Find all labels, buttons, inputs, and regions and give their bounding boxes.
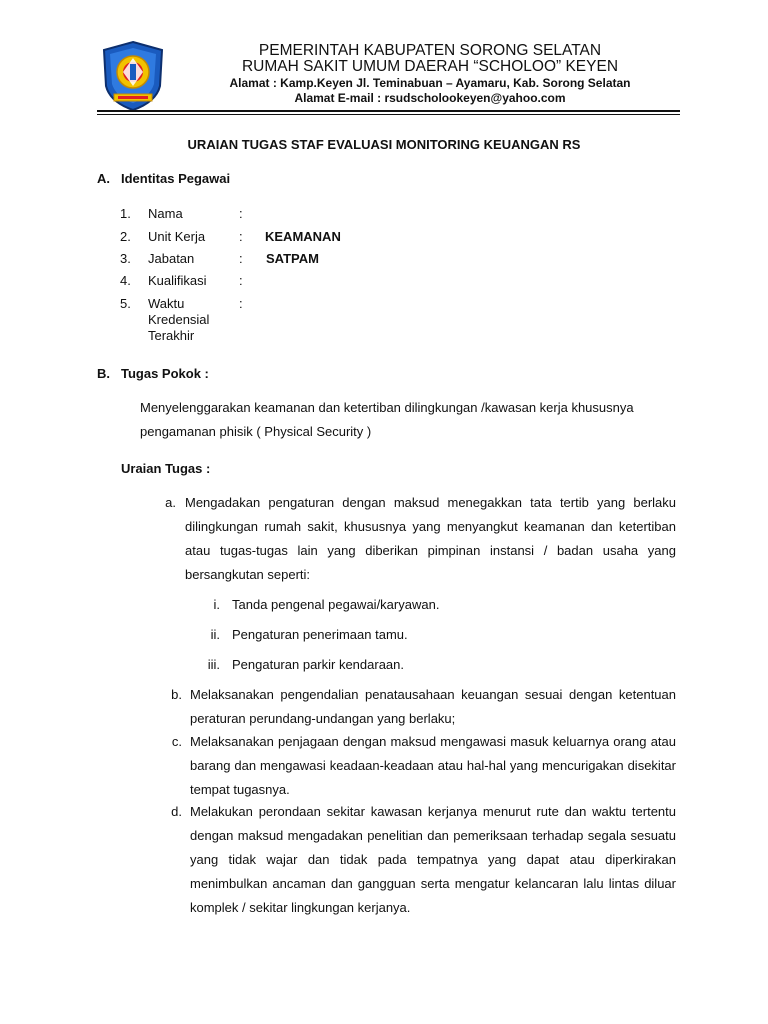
task-item-text: Melaksanakan penjagaan dengan maksud mengawasi masuk keluarnya orang atau barang dan mengawasi keadaan-keadaan atau hal-hal yang mencurigakan disekitar tempat tugasnya.: [190, 734, 676, 797]
row-value: SATPAM: [266, 251, 319, 266]
section-a-label: A.: [97, 171, 110, 186]
section-b-label: B.: [97, 366, 110, 381]
task-item-marker: c.: [171, 734, 182, 749]
task-item-marker: b.: [171, 687, 182, 702]
header-hospital-name: RUMAH SAKIT UMUM DAERAH “SCHOLOO” KEYEN: [241, 58, 619, 75]
section-b-title: Tugas Pokok :: [121, 366, 209, 381]
header-email: Alamat E-mail : rsudscholookeyen@yahoo.com: [294, 91, 566, 105]
sub-item-text: Pengaturan penerimaan tamu.: [232, 627, 408, 642]
sub-item-marker: i.: [213, 597, 220, 612]
row-colon: :: [239, 251, 243, 266]
row-value: KEAMANAN: [265, 229, 341, 244]
row-number: 2.: [120, 229, 131, 244]
row-number: 1.: [120, 206, 131, 221]
header-address: Alamat : Kamp.Keyen Jl. Teminabuan – Ayamaru, Kab. Sorong Selatan: [229, 76, 631, 90]
header-government-name: PEMERINTAH KABUPATEN SORONG SELATAN: [258, 42, 602, 59]
sub-item-text: Pengaturan parkir kendaraan.: [232, 657, 405, 672]
row-number: 3.: [120, 251, 131, 266]
row-label: Waktu Kredensial Terakhir: [148, 296, 210, 343]
task-item-text: Melaksanakan pengendalian penatausahaan keuangan sesuai dengan ketentuan peraturan perundang-undangan yang berlaku;: [190, 687, 676, 726]
task-item-text: Mengadakan pengaturan dengan maksud menegakkan tata tertib yang berlaku dilingkungan rumah sakit, khususnya yang menyangkut keamanan dan ketertiban atau tugas-tugas lain yang diberikan pimpinan instansi / badan usaha yang bersangkutan seperti:: [185, 495, 676, 582]
main-duty-text: Menyelenggarakan keamanan dan ketertiban dilingkungan /kawasan kerja khususnya pengamanan phisik ( Physical Security ): [140, 400, 634, 439]
row-label: Nama: [148, 206, 183, 221]
task-item-marker: d.: [171, 804, 182, 819]
sub-item-text: Tanda pengenal pegawai/karyawan.: [232, 597, 440, 612]
row-label: Kualifikasi: [148, 273, 207, 288]
document-title: URAIAN TUGAS STAF EVALUASI MONITORING KEUANGAN RS: [187, 137, 581, 152]
row-label: Jabatan: [148, 251, 195, 266]
row-colon: :: [239, 296, 243, 311]
section-a-title: Identitas Pegawai: [121, 171, 231, 186]
row-number: 5.: [120, 296, 131, 311]
header-divider-thin: [97, 114, 680, 115]
task-list-title: Uraian Tugas :: [121, 461, 211, 476]
row-label: Unit Kerja: [148, 229, 206, 244]
row-colon: :: [239, 273, 243, 288]
sub-item-marker: iii.: [207, 657, 220, 672]
header-divider-thick: [97, 110, 680, 112]
sub-item-marker: ii.: [210, 627, 220, 642]
row-number: 4.: [120, 273, 131, 288]
task-item-text: Melakukan perondaan sekitar kawasan kerjanya menurut rute dan waktu tertentu dengan maksud mengadakan penelitian dan pemeriksaan terhadap segala sesuatu yang tidak wajar dan tidak pada tempatnya yang dapat atau diperkirakan menimbulkan ancaman dan gangguan serta mengatur kelancaran lalu lintas diluar komplek / sekitar lingkungan kerjanya.: [190, 804, 676, 915]
row-colon: :: [239, 206, 243, 221]
row-colon: :: [239, 229, 243, 244]
task-item-marker: a.: [165, 495, 176, 510]
